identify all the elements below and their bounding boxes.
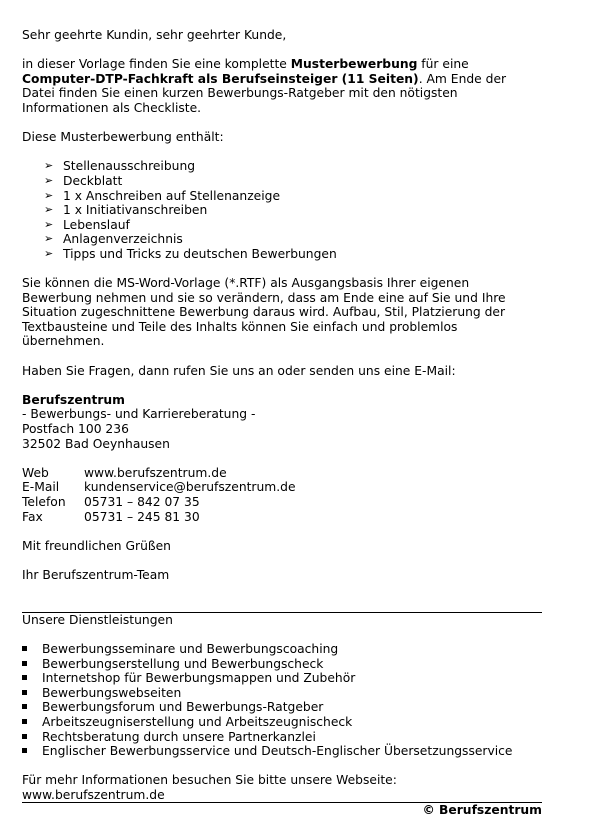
contents-list [22,159,542,261]
contact-value: 05731 – 842 07 35 [84,495,200,509]
services-heading: Unsere Dienstleistungen [22,612,173,627]
contents-item-label: 1 x Initiativanschreiben [63,203,208,218]
service-item [22,686,542,701]
salutation: Sehr geehrte Kundin, sehr geehrter Kunde, [22,28,287,42]
square-bullet-icon [22,675,27,680]
contact-row [22,480,542,495]
more-info-line[interactable]: Für mehr Informationen besuchen Sie bitte unsere Webseite: www.berufszentrum.de [22,773,542,803]
square-bullet-icon [22,719,27,724]
service-item [22,700,542,715]
service-item [22,657,542,672]
contents-item [44,218,542,233]
square-bullet-icon [22,734,27,739]
intro-text-3: . Am Ende der Datei finden Sie einen kurzen Bewerbungs-Ratgeber mit den nötigsten Informationen als Checkliste. [22,71,507,115]
contact-label: E-Mail [22,480,60,495]
service-item-label: Bewerbungswebseiten [42,685,182,700]
intro-bold-2: Computer-DTP-Fachkraft als Berufseinsteiger (11 Seiten) [22,71,419,86]
square-bullet-icon [22,661,27,666]
contact-label: Web [22,465,49,480]
contents-item [44,247,542,262]
arrowhead-right-icon: ➢ [44,203,54,217]
service-item [22,642,542,657]
copyright: © Berufszentrum [422,803,542,818]
square-bullet-icon [22,646,27,651]
square-bullet-icon [22,690,27,695]
arrowhead-right-icon: ➢ [44,159,54,173]
arrowhead-right-icon: ➢ [44,173,54,187]
service-item-label: Bewerbungsforum und Bewerbungs-Ratgeber [42,700,324,715]
arrowhead-right-icon: ➢ [44,188,54,202]
letter-page [22,28,542,818]
service-item-label: Rechtsberatung durch unsere Partnerkanzlei [42,729,316,744]
service-item [22,744,542,759]
company-postbox: Postfach 100 236 [22,422,129,437]
service-item [22,730,542,745]
intro-bold-1: Musterbewerbung [290,57,418,72]
contents-item [44,174,542,189]
contents-item-label: Tipps und Tricks zu deutschen Bewerbungen [63,246,337,261]
contents-item-label: Lebenslauf [63,217,130,232]
contents-item-label: Stellenausschreibung [63,159,196,174]
arrowhead-right-icon: ➢ [44,217,54,231]
contents-item [44,203,542,218]
closing: Mit freundlichen Grüßen [22,538,171,553]
contact-value[interactable]: www.berufszentrum.de [84,465,227,480]
contents-item-label: 1 x Anschreiben auf Stellenanzeige [63,188,281,203]
service-item [22,671,542,686]
contact-value[interactable]: kundenservice@berufszentrum.de [84,480,296,495]
service-item [22,715,542,730]
contact-label: Telefon [22,495,66,509]
service-item-label: Internetshop für Bewerbungsmappen und Zubehör [42,671,356,686]
services-list [22,642,542,759]
square-bullet-icon [22,704,27,709]
arrowhead-right-icon: ➢ [44,246,54,260]
service-item-label: Arbeitszeugniserstellung und Arbeitszeugnischeck [42,714,353,729]
contents-item-label: Deckblatt [63,173,123,188]
arrowhead-right-icon: ➢ [44,232,54,246]
contents-item [44,189,542,204]
contents-item [44,232,542,247]
intro-text-1: in dieser Vorlage finden Sie eine komplette [22,57,291,72]
service-item-label: Bewerbungserstellung und Bewerbungscheck [42,656,324,671]
contact-row [22,466,542,481]
company-name [22,393,542,408]
company-tagline: - Bewerbungs- und Karriereberatung - [22,407,256,422]
word-template-paragraph: Sie können die MS-Word-Vorlage (*.RTF) als Ausgangsbasis Ihrer eigenen Bewerbung nehmen und sie so verändern, dass am Ende eine auf Sie und Ihre Situation zugeschnittene Bewerbung daraus wird. Aufbau, Stil, Platzierung der Textbausteine und Teile des Inhalts können Sie einfach und problemlos übernehmen. [22,276,506,349]
intro-paragraph [22,57,542,115]
service-item-label: Bewerbungsseminare und Bewerbungscoaching [42,641,339,656]
square-bullet-icon [22,748,27,753]
contact-block [22,466,542,524]
service-item-label: Englischer Bewerbungsservice und Deutsch-Englischer Übersetzungsservice [42,744,513,759]
contact-row [22,510,542,525]
contents-item [44,159,542,174]
company-city: 32502 Bad Oeynhausen [22,436,170,451]
signature: Ihr Berufszentrum-Team [22,567,170,582]
contents-item-label: Anlagenverzeichnis [63,232,183,247]
intro-text-2: für eine [417,57,469,72]
questions-line: Haben Sie Fragen, dann rufen Sie uns an oder senden uns eine E-Mail: [22,363,456,378]
contact-value: 05731 – 245 81 30 [84,509,200,524]
contact-row [22,495,542,510]
company-name-text: Berufszentrum [22,392,125,407]
contact-label: Fax [22,509,43,524]
contents-heading: Diese Musterbewerbung enthält: [22,130,224,145]
